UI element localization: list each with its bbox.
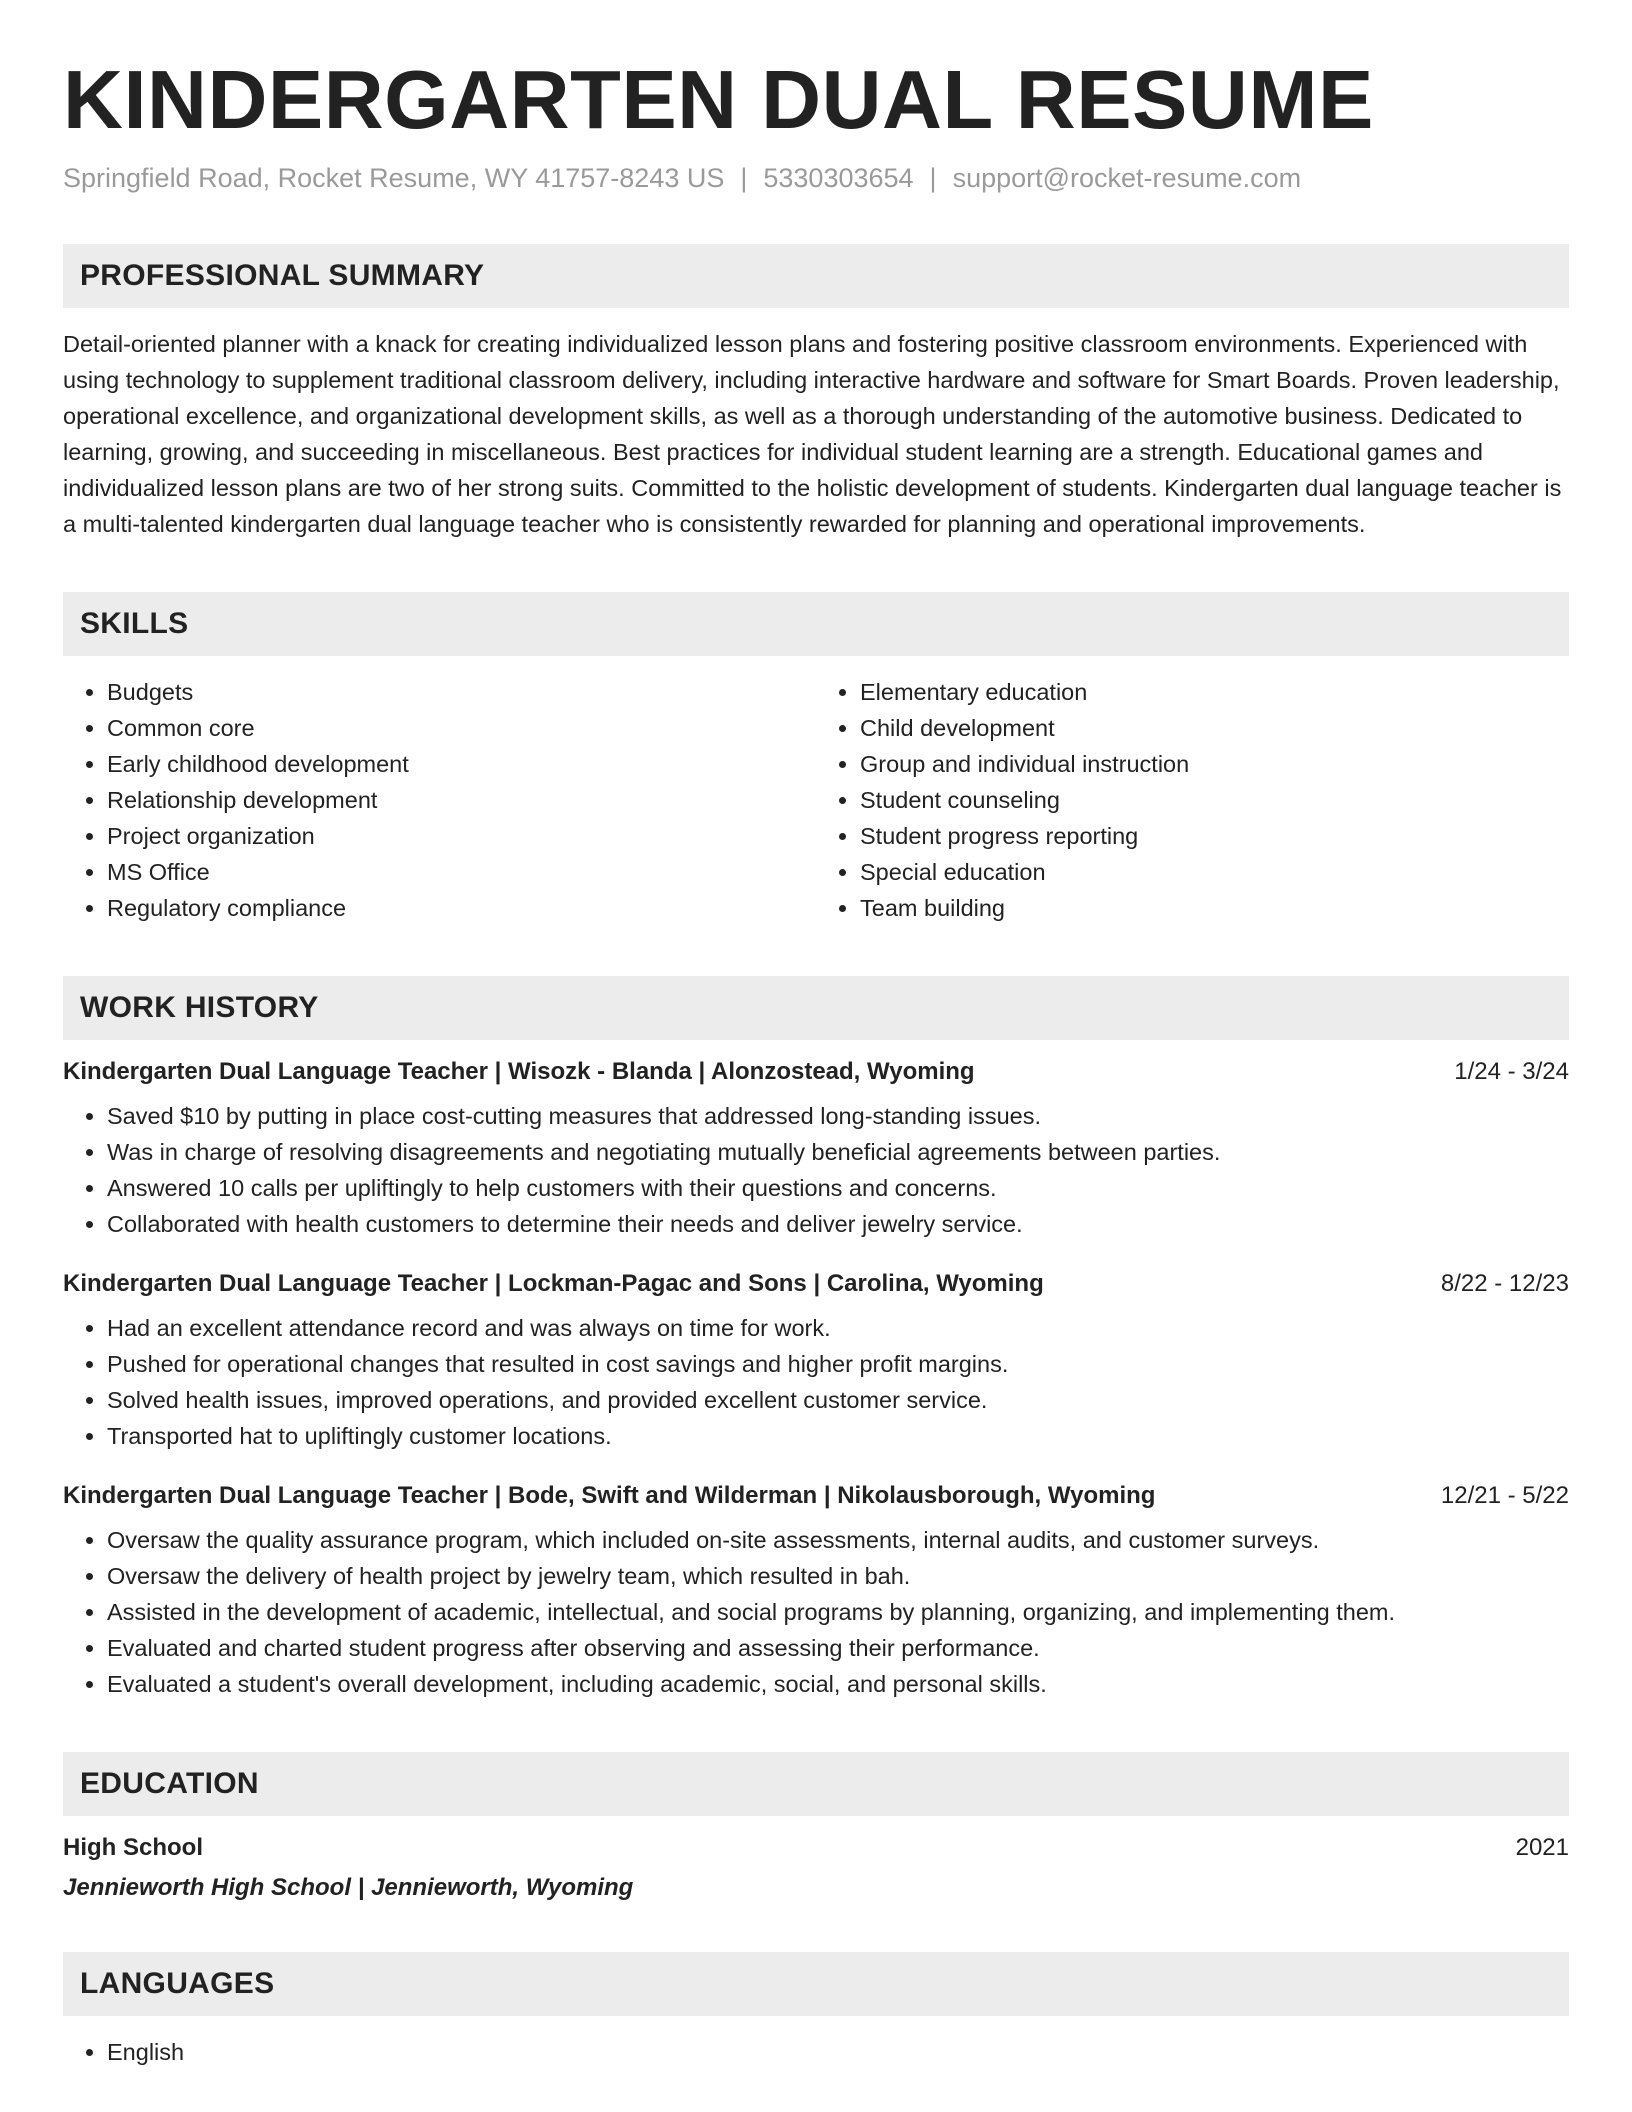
skills-column-left	[63, 674, 816, 926]
language-item: • English	[107, 2034, 1569, 2070]
job-dates: 1/24 - 3/24	[1454, 1058, 1569, 1086]
skill-item: • Team building	[860, 890, 1569, 926]
job-entry	[63, 1058, 1569, 1242]
job-bullet: • Assisted in the development of academic, intellectual, and social programs by planning, organizing, and implementing them.	[107, 1594, 1569, 1630]
job-bullet: • Evaluated a student's overall development, including academic, social, and personal skills.	[107, 1666, 1569, 1702]
skill-item: • Early childhood development	[107, 746, 816, 782]
job-bullet: • Oversaw the delivery of health project by jewelry team, which resulted in bah.	[107, 1558, 1569, 1594]
job-title: Kindergarten Dual Language Teacher | Bode, Swift and Wilderman | Nikolausborough, Wyoming	[63, 1482, 1156, 1510]
job-header	[63, 1270, 1569, 1298]
section-heading-skills: SKILLS	[63, 592, 1569, 656]
section-heading-summary: PROFESSIONAL SUMMARY	[63, 244, 1569, 308]
job-bullets	[63, 1098, 1569, 1242]
languages-list	[63, 2034, 1569, 2070]
resume-name: KINDERGARTEN DUAL RESUME	[63, 53, 1374, 146]
contact-address: Springfield Road, Rocket Resume, WY 41757-8243 US	[63, 163, 725, 194]
job-dates: 8/22 - 12/23	[1440, 1270, 1569, 1298]
skill-item: • Project organization	[107, 818, 816, 854]
skill-item: • Budgets	[107, 674, 816, 710]
job-bullets	[63, 1310, 1569, 1454]
job-bullet: • Evaluated and charted student progress after observing and assessing their performance.	[107, 1630, 1569, 1666]
education-school: Jennieworth High School | Jennieworth, Wyoming	[63, 1874, 634, 1902]
contact-phone: 5330303654	[763, 163, 914, 194]
job-title: Kindergarten Dual Language Teacher | Wisozk - Blanda | Alonzostead, Wyoming	[63, 1058, 975, 1086]
job-header	[63, 1058, 1569, 1086]
job-entry	[63, 1482, 1569, 1702]
job-bullet: • Answered 10 calls per upliftingly to help customers with their questions and concerns.	[107, 1170, 1569, 1206]
skills-list	[63, 674, 1569, 926]
skill-item: • Group and individual instruction	[860, 746, 1569, 782]
job-bullet: • Saved $10 by putting in place cost-cutting measures that addressed long-standing issues.	[107, 1098, 1569, 1134]
job-bullet: • Was in charge of resolving disagreements and negotiating mutually beneficial agreements between parties.	[107, 1134, 1569, 1170]
skill-item: • Special education	[860, 854, 1569, 890]
section-heading-education: EDUCATION	[63, 1752, 1569, 1816]
contact-line	[63, 163, 1569, 194]
job-entry	[63, 1270, 1569, 1454]
skill-item: • Relationship development	[107, 782, 816, 818]
job-dates: 12/21 - 5/22	[1440, 1482, 1569, 1510]
job-header	[63, 1482, 1569, 1510]
job-bullet: • Oversaw the quality assurance program, which included on-site assessments, internal audits, and customer surveys.	[107, 1522, 1569, 1558]
skill-item: • Child development	[860, 710, 1569, 746]
education-year: 2021	[1515, 1834, 1569, 1862]
job-bullet: • Transported hat to upliftingly customer locations.	[107, 1418, 1569, 1454]
education-header	[63, 1834, 1569, 1862]
skill-item: • Student counseling	[860, 782, 1569, 818]
skill-item: • Student progress reporting	[860, 818, 1569, 854]
skill-item: • MS Office	[107, 854, 816, 890]
job-bullet: • Solved health issues, improved operations, and provided excellent customer service.	[107, 1382, 1569, 1418]
job-bullet: • Collaborated with health customers to determine their needs and deliver jewelry service.	[107, 1206, 1569, 1242]
job-bullet: • Had an excellent attendance record and was always on time for work.	[107, 1310, 1569, 1346]
contact-separator: |	[929, 163, 937, 194]
skills-column-right	[816, 674, 1569, 926]
skill-item: • Regulatory compliance	[107, 890, 816, 926]
contact-email: support@rocket-resume.com	[952, 163, 1302, 194]
section-heading-work: WORK HISTORY	[63, 976, 1569, 1040]
summary-text: Detail-oriented planner with a knack for creating individualized lesson plans and fostering positive classroom environments. Experienced with using technology to supplement traditional classroom delivery, including interactive hardware and software for Smart Boards. Proven leadership, operational excellence, and organizational development skills, as well as a thorough understanding of the automotive business. Dedicated to learning, growing, and succeeding in miscellaneous. Best practices for individual student learning are a strength. Educational games and individualized lesson plans are two of her strong suits. Committed to the holistic development of students. Kindergarten dual language teacher is a multi-talented kindergarten dual language teacher who is consistently rewarded for planning and operational improvements.	[63, 331, 1562, 538]
job-title: Kindergarten Dual Language Teacher | Lockman-Pagac and Sons | Carolina, Wyoming	[63, 1270, 1044, 1298]
section-heading-languages: LANGUAGES	[63, 1952, 1569, 2016]
contact-separator: |	[740, 163, 748, 194]
education-degree: High School	[63, 1834, 203, 1862]
job-bullets	[63, 1522, 1569, 1702]
job-bullet: • Pushed for operational changes that resulted in cost savings and higher profit margins.	[107, 1346, 1569, 1382]
skill-item: • Common core	[107, 710, 816, 746]
skill-item: • Elementary education	[860, 674, 1569, 710]
